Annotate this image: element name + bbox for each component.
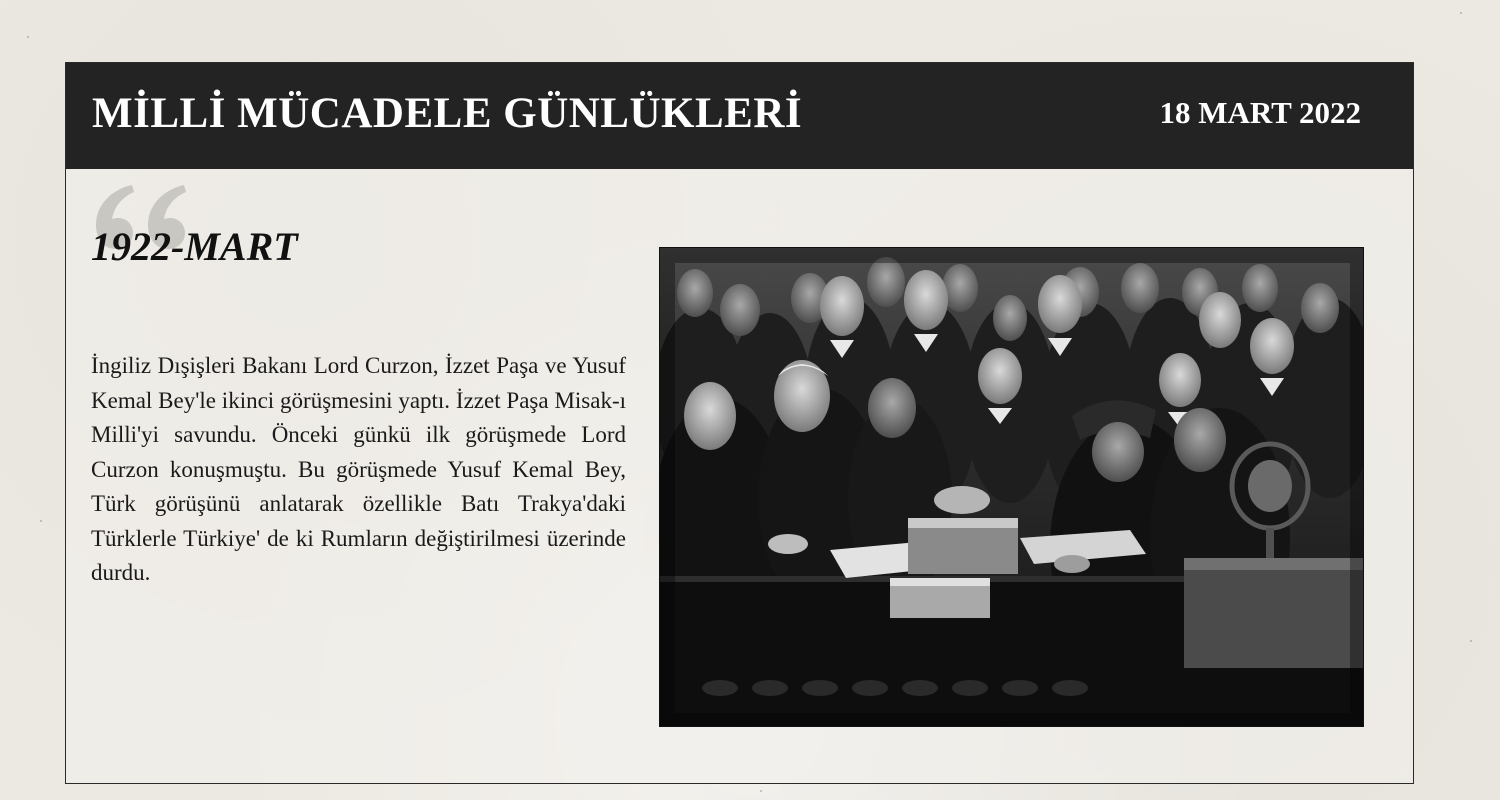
historical-photo[interactable]	[659, 247, 1364, 727]
page-header	[66, 63, 1413, 169]
photo-illustration	[660, 248, 1364, 727]
header-date: 18 MART 2022	[1159, 95, 1361, 130]
journal-card	[65, 62, 1414, 784]
entry-body: İngiliz Dışişleri Bakanı Lord Curzon, İzzet Paşa ve Yusuf Kemal Bey'le ikinci görüşmesini yaptı. İzzet Paşa Misak-ı Milli'yi savundu. Önceki günkü ilk görüşmede Lord Curzon konuşmuştu. Bu görüşmede Yusuf Kemal Bey, Türk görüşünü anlatarak özellikle Batı Trakya'daki Türklerle Türkiye' de ki Rumların değiştirilmesi üzerinde durdu.	[91, 353, 626, 585]
entry-title: 1922-MART	[91, 224, 298, 269]
page-title: MİLLİ MÜCADELE GÜNLÜKLERİ	[92, 90, 803, 137]
